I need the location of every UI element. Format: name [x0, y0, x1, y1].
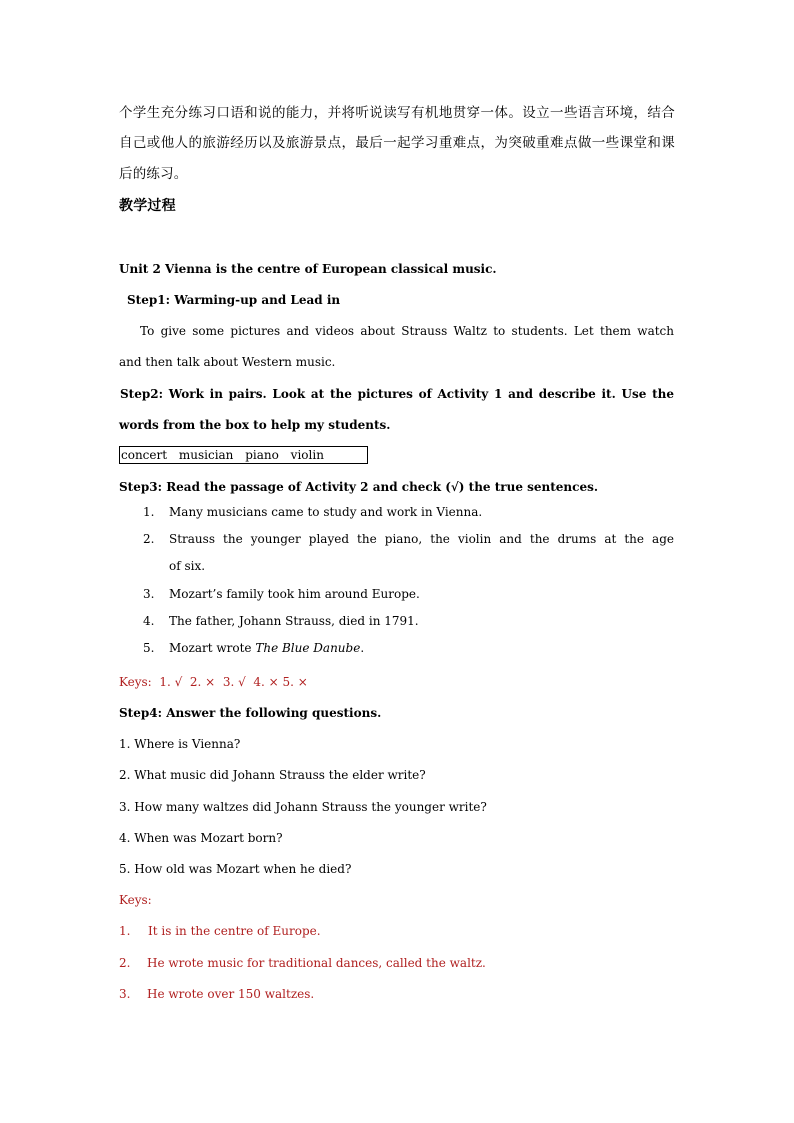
- item-text: Many musicians came to study and work in Vienna.: [169, 505, 483, 519]
- item-number: 4.: [143, 614, 155, 628]
- item-number: 3.: [143, 587, 155, 601]
- step4-question-2: 2. What music did Johann Strauss the elder write?: [119, 768, 426, 782]
- answer-text: He wrote over 150 waltzes.: [147, 987, 315, 1001]
- step3-item-4: [143, 613, 419, 629]
- step3-keys: Keys: 1. √ 2. × 3. √ 4. × 5. ×: [119, 675, 308, 689]
- step1-line-1: To give some pictures and videos about Strauss Waltz to students. Let them watch: [140, 324, 674, 338]
- step4-answer-1: [119, 923, 321, 939]
- item-number: 5.: [143, 641, 155, 655]
- item-text: Strauss the younger played the piano, the violin and the drums at the age: [169, 532, 674, 546]
- answer-text: He wrote music for traditional dances, called the waltz.: [147, 956, 486, 970]
- answer-text: It is in the centre of Europe.: [148, 924, 321, 938]
- intro-line-1: 个学生充分练习口语和说的能力，并将听说读写有机地贯穿一体。设立一些语言环境，结合: [119, 105, 675, 121]
- step3-heading: Step3: Read the passage of Activity 2 and check (√) the true sentences.: [119, 480, 599, 494]
- step2-line-1: Step2: Work in pairs. Look at the pictures of Activity 1 and describe it. Use the: [120, 387, 674, 401]
- step3-item-2: [143, 531, 674, 547]
- step3-item-5: [143, 640, 364, 656]
- item-number: 1.: [143, 505, 155, 519]
- step4-question-3: 3. How many waltzes did Johann Strauss the younger write?: [119, 800, 487, 814]
- answer-number: 2.: [119, 956, 131, 970]
- word-box: concert musician piano violin: [119, 446, 368, 464]
- step4-question-4: 4. When was Mozart born?: [119, 831, 283, 845]
- step3-item-3: [143, 586, 420, 602]
- answer-number: 1.: [119, 924, 131, 938]
- item-text-suffix: .: [360, 641, 365, 655]
- step4-answer-2: [119, 955, 486, 971]
- step3-item-2-cont: of six.: [169, 559, 206, 573]
- answer-number: 3.: [119, 987, 131, 1001]
- item-text: Mozart wrote: [169, 641, 256, 655]
- step4-keys-label: Keys:: [119, 893, 152, 907]
- step1-heading: Step1: Warming-up and Lead in: [127, 293, 341, 307]
- item-text: Mozart’s family took him around Europe.: [169, 587, 420, 601]
- step1-line-2: and then talk about Western music.: [119, 355, 336, 369]
- step4-question-5: 5. How old was Mozart when he died?: [119, 862, 352, 876]
- item-italic-title: The Blue Danube: [255, 641, 361, 655]
- item-number: 2.: [143, 532, 155, 546]
- section-heading: 教学过程: [119, 198, 176, 214]
- item-text: The father, Johann Strauss, died in 1791.: [169, 614, 419, 628]
- step3-item-1: [143, 504, 482, 520]
- step4-answer-3: [119, 986, 314, 1002]
- intro-line-2: 自己或他人的旅游经历以及旅游景点，最后一起学习重难点，为突破重难点做一些课堂和课: [119, 135, 675, 151]
- step4-question-1: 1. Where is Vienna?: [119, 737, 241, 751]
- intro-line-3: 后的练习。: [119, 166, 188, 182]
- unit-title: Unit 2 Vienna is the centre of European classical music.: [119, 262, 497, 276]
- step2-line-2: words from the box to help my students.: [119, 418, 391, 432]
- step4-heading: Step4: Answer the following questions.: [119, 706, 382, 720]
